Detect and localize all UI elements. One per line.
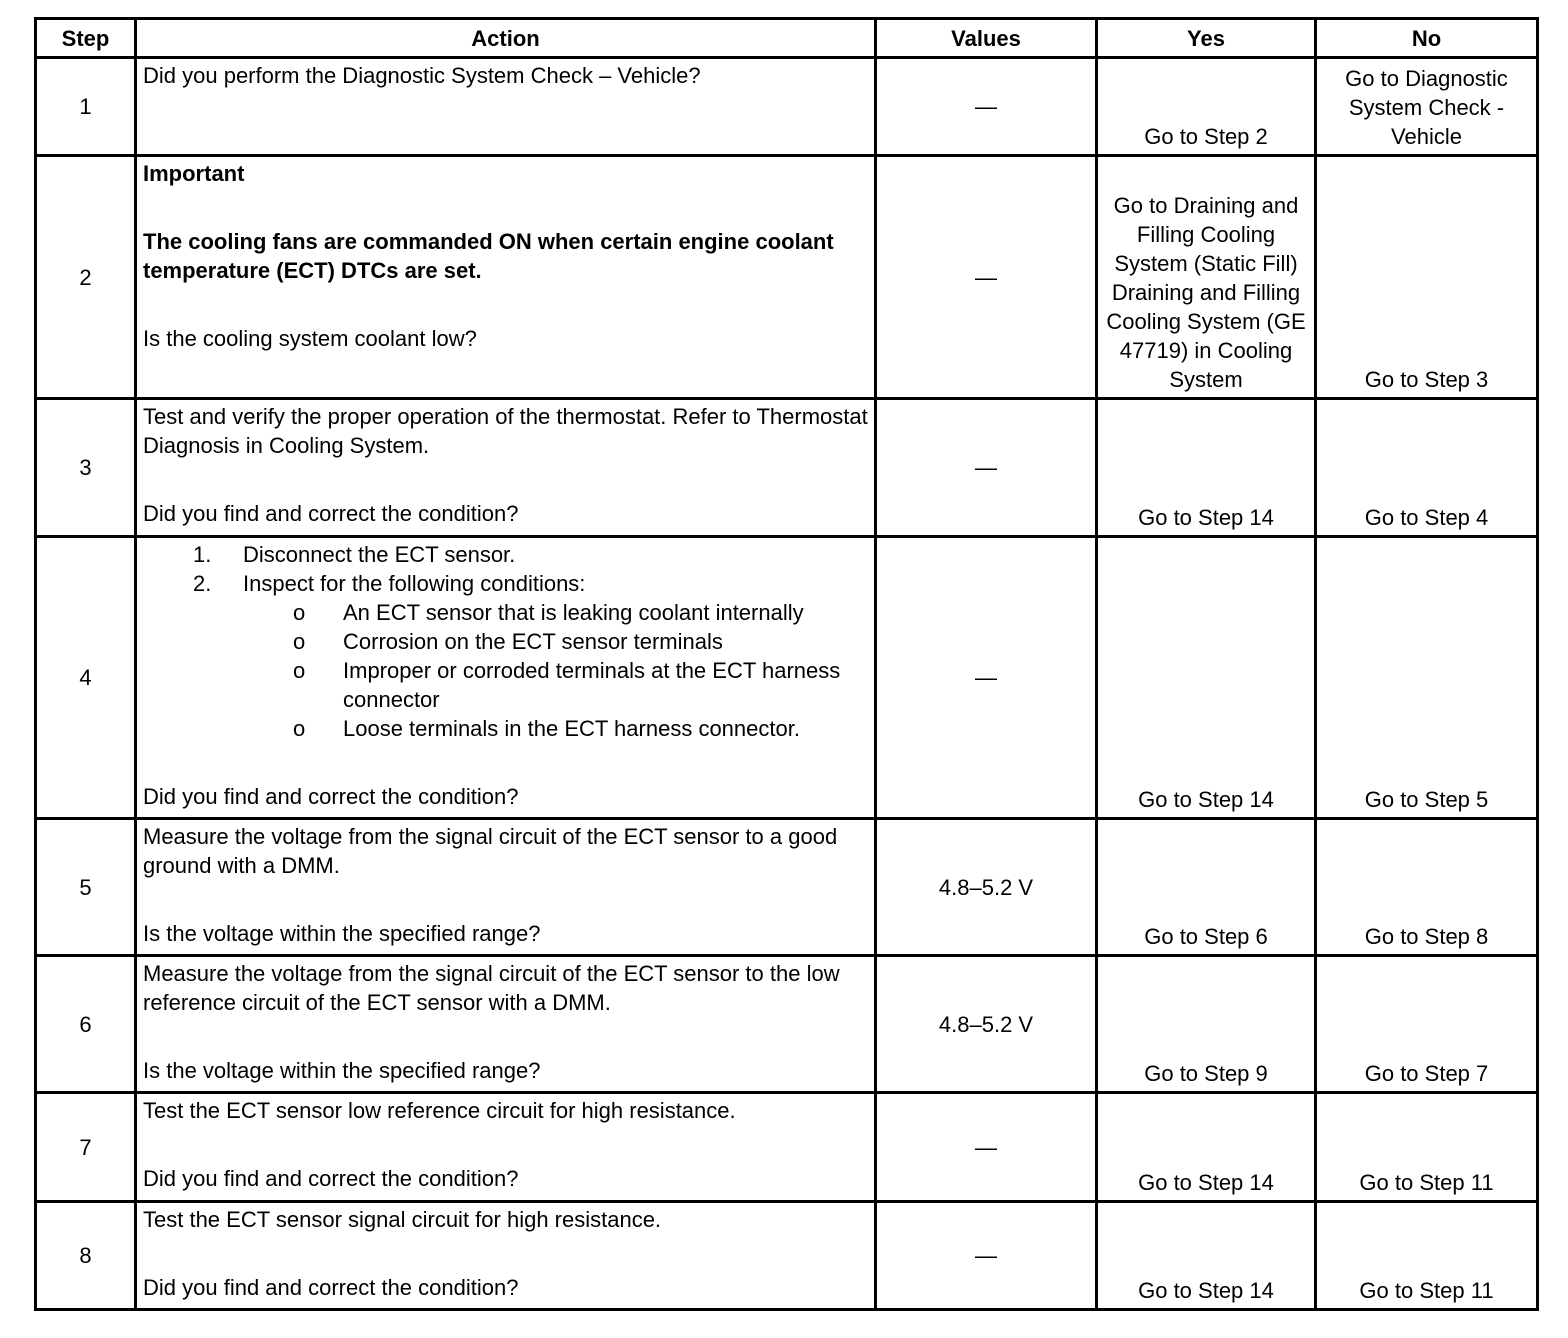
list-text: Inspect for the following conditions: (243, 571, 586, 596)
sub-list-text: Loose terminals in the ECT harness connector. (343, 716, 800, 741)
action-cell (136, 58, 876, 156)
action-cell (136, 399, 876, 537)
value-cell: — (876, 537, 1097, 819)
action-cell (136, 537, 876, 819)
yes-cell: Go to Step 14 (1097, 1202, 1316, 1310)
list-item (143, 569, 868, 598)
header-action: Action (136, 19, 876, 58)
table-row (36, 1093, 1538, 1202)
step-number: 3 (36, 399, 136, 537)
no-cell: Go to Diagnostic System Check - Vehicle (1316, 58, 1538, 156)
header-yes: Yes (1097, 19, 1316, 58)
header-step: Step (36, 19, 136, 58)
no-cell: Go to Step 5 (1316, 537, 1538, 819)
yes-cell: Go to Step 6 (1097, 819, 1316, 956)
action-cell (136, 956, 876, 1093)
yes-cell: Go to Draining and Filling Cooling System (Static Fill) Draining and Filling Cooling System (GE 47719) in Cooling System (1097, 156, 1316, 399)
no-cell: Go to Step 4 (1316, 399, 1538, 537)
no-cell: Go to Step 11 (1316, 1093, 1538, 1202)
action-list (143, 540, 868, 743)
action-text: Is the voltage within the specified range? (143, 1058, 541, 1083)
value-cell: 4.8–5.2 V (876, 819, 1097, 956)
step-number: 1 (36, 58, 136, 156)
action-text: Measure the voltage from the signal circuit of the ECT sensor to the low reference circuit of the ECT sensor with a DMM. (143, 961, 840, 1015)
sub-list-item (143, 656, 868, 714)
header-row (36, 19, 1538, 58)
yes-cell: Go to Step 14 (1097, 399, 1316, 537)
table-row (36, 156, 1538, 399)
action-cell (136, 1202, 876, 1310)
table-row (36, 58, 1538, 156)
action-text: Did you find and correct the condition? (143, 1275, 519, 1300)
action-text: Is the cooling system coolant low? (143, 326, 477, 351)
action-cell (136, 156, 876, 399)
step-number: 2 (36, 156, 136, 399)
action-text: Did you find and correct the condition? (143, 784, 519, 809)
value-cell: — (876, 58, 1097, 156)
sub-list-item (143, 627, 868, 656)
bullet-icon: o (293, 658, 306, 683)
action-text: Test and verify the proper operation of the thermostat. Refer to Thermostat Diagnosis in Cooling System. (143, 404, 868, 458)
header-values: Values (876, 19, 1097, 58)
action-text: Important (143, 161, 245, 186)
list-item (143, 540, 868, 569)
step-number: 5 (36, 819, 136, 956)
yes-cell: Go to Step 2 (1097, 58, 1316, 156)
list-text: Disconnect the ECT sensor. (243, 542, 516, 567)
action-text: Test the ECT sensor low reference circuit for high resistance. (143, 1098, 736, 1123)
no-cell: Go to Step 3 (1316, 156, 1538, 399)
no-cell: Go to Step 11 (1316, 1202, 1538, 1310)
action-text: Did you find and correct the condition? (143, 1166, 519, 1191)
step-number: 6 (36, 956, 136, 1093)
no-cell: Go to Step 7 (1316, 956, 1538, 1093)
value-cell: 4.8–5.2 V (876, 956, 1097, 1093)
sub-list-item (143, 714, 868, 743)
step-number: 4 (36, 537, 136, 819)
table-row (36, 399, 1538, 537)
header-no: No (1316, 19, 1538, 58)
sub-list-item (143, 598, 868, 627)
list-number: 1. (193, 542, 212, 567)
value-cell: — (876, 156, 1097, 399)
bullet-icon: o (293, 629, 306, 654)
table-row (36, 1202, 1538, 1310)
no-cell: Go to Step 8 (1316, 819, 1538, 956)
yes-cell: Go to Step 9 (1097, 956, 1316, 1093)
sub-list-text: An ECT sensor that is leaking coolant internally (343, 600, 804, 625)
value-cell: — (876, 399, 1097, 537)
table-row (36, 537, 1538, 819)
table-row (36, 956, 1538, 1093)
list-number: 2. (193, 571, 212, 596)
action-text: The cooling fans are commanded ON when certain engine coolant temperature (ECT) DTCs are set. (143, 229, 834, 283)
sub-list-text: Corrosion on the ECT sensor terminals (343, 629, 723, 654)
table-row (36, 819, 1538, 956)
action-cell (136, 1093, 876, 1202)
action-text: Did you find and correct the condition? (143, 501, 519, 526)
sub-list-text: Improper or corroded terminals at the ECT harness connector (343, 658, 841, 712)
action-text: Is the voltage within the specified range? (143, 921, 541, 946)
action-text: Measure the voltage from the signal circuit of the ECT sensor to a good ground with a DMM. (143, 824, 838, 878)
yes-cell: Go to Step 14 (1097, 1093, 1316, 1202)
action-text: Test the ECT sensor signal circuit for high resistance. (143, 1207, 662, 1232)
bullet-icon: o (293, 716, 306, 741)
value-cell: — (876, 1202, 1097, 1310)
action-cell (136, 819, 876, 956)
diagnostic-table (34, 17, 1539, 1311)
bullet-icon: o (293, 600, 306, 625)
value-cell: — (876, 1093, 1097, 1202)
step-number: 8 (36, 1202, 136, 1310)
yes-cell: Go to Step 14 (1097, 537, 1316, 819)
step-number: 7 (36, 1093, 136, 1202)
action-text: Did you perform the Diagnostic System Check – Vehicle? (143, 63, 701, 88)
